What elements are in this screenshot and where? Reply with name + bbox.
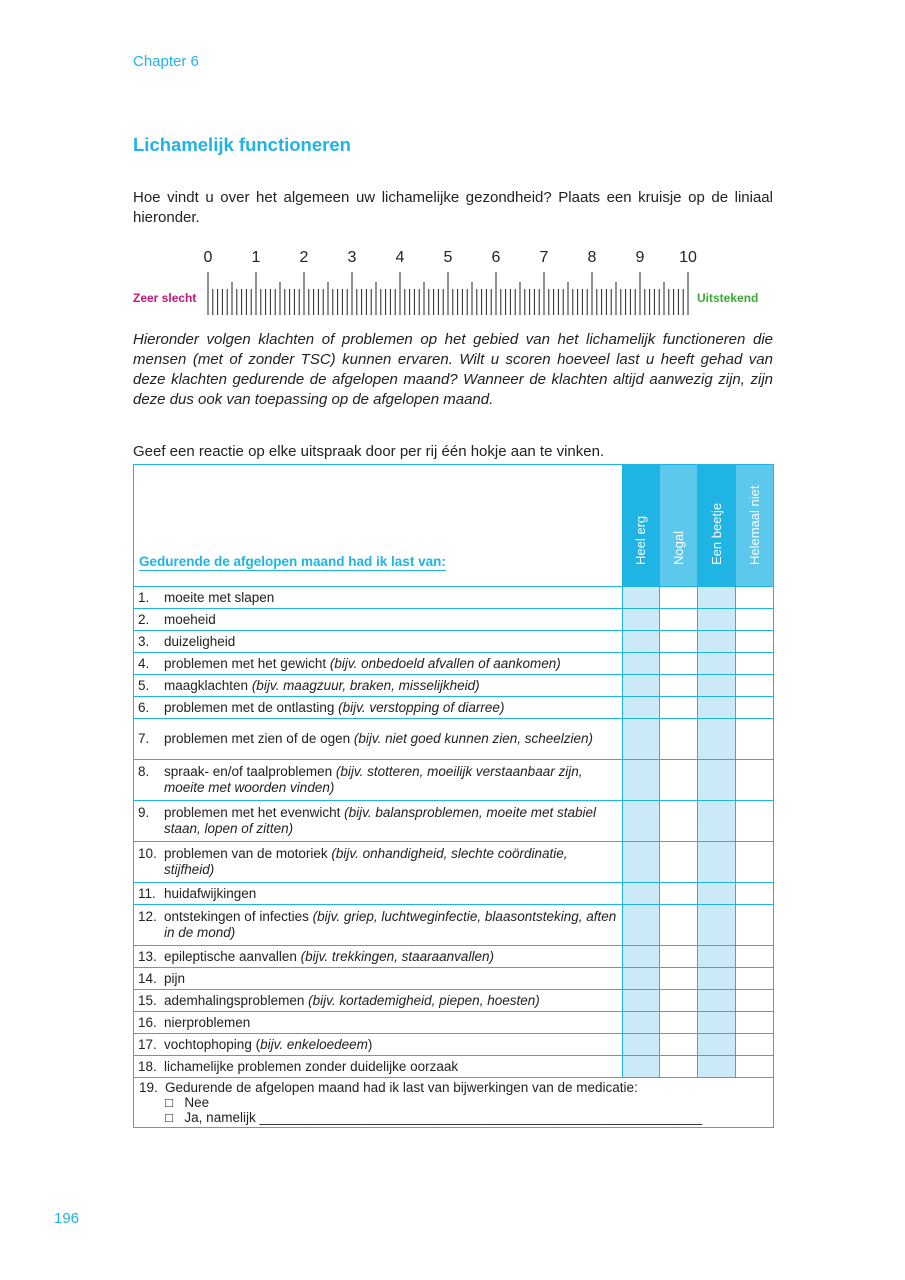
answer-checkbox[interactable] — [698, 760, 736, 801]
answer-checkbox[interactable] — [698, 990, 736, 1012]
answer-checkbox[interactable] — [698, 883, 736, 905]
answer-checkbox[interactable] — [660, 842, 698, 883]
answer-checkbox[interactable] — [736, 653, 774, 675]
option-header-een-beetje: Een beetje — [698, 465, 736, 587]
answer-checkbox[interactable] — [698, 905, 736, 946]
ruler-tick-label: 10 — [679, 249, 697, 266]
answer-checkbox[interactable] — [623, 587, 660, 609]
answer-checkbox[interactable] — [623, 1034, 660, 1056]
table-row — [134, 587, 774, 609]
option-yes[interactable]: □ Ja, namelijk ___________________________________________________________ — [165, 1110, 703, 1125]
question-cell: 6. problemen met de ontlasting (bijv. verstopping of diarree) — [134, 697, 623, 719]
answer-checkbox[interactable] — [623, 842, 660, 883]
answer-checkbox[interactable] — [736, 883, 774, 905]
answer-checkbox[interactable] — [660, 968, 698, 990]
table-row — [134, 1034, 774, 1056]
question-cell: 15. ademhalingsproblemen (bijv. kortademigheid, piepen, hoesten) — [134, 990, 623, 1012]
ruler-tick-label: 0 — [203, 249, 213, 266]
ruler-right-label: Uitstekend — [697, 291, 759, 305]
question-cell: 10. problemen van de motoriek (bijv. onhandigheid, slechte coördinatie, stijfheid) — [134, 842, 623, 883]
answer-checkbox[interactable] — [623, 675, 660, 697]
question-cell: 5. maagklachten (bijv. maagzuur, braken, misselijkheid) — [134, 675, 623, 697]
table-row — [134, 905, 774, 946]
answer-checkbox[interactable] — [623, 905, 660, 946]
table-row — [134, 801, 774, 842]
answer-checkbox[interactable] — [623, 760, 660, 801]
checkbox-icon: □ — [165, 1110, 174, 1125]
answer-checkbox[interactable] — [623, 1012, 660, 1034]
answer-checkbox[interactable] — [623, 801, 660, 842]
table-row — [134, 719, 774, 760]
ruler-tick-label: 4 — [395, 249, 405, 266]
chapter-label: Chapter 6 — [133, 53, 199, 70]
table-row — [134, 697, 774, 719]
answer-checkbox[interactable] — [660, 1056, 698, 1078]
answer-checkbox[interactable] — [660, 990, 698, 1012]
question-cell: 3. duizeligheid — [134, 631, 623, 653]
answer-checkbox[interactable] — [698, 968, 736, 990]
option-no[interactable]: □ Nee — [165, 1095, 210, 1110]
answer-checkbox[interactable] — [698, 587, 736, 609]
answer-checkbox[interactable] — [698, 719, 736, 760]
question-cell: 11. huidafwijkingen — [134, 883, 623, 905]
answer-checkbox[interactable] — [660, 587, 698, 609]
ruler-tick-label: 7 — [539, 249, 549, 266]
question-cell: 1. moeite met slapen — [134, 587, 623, 609]
table-row — [134, 883, 774, 905]
answer-checkbox[interactable] — [736, 968, 774, 990]
answer-checkbox[interactable] — [660, 653, 698, 675]
answer-checkbox[interactable] — [698, 1012, 736, 1034]
answer-checkbox[interactable] — [660, 1034, 698, 1056]
answer-checkbox[interactable] — [660, 760, 698, 801]
answer-checkbox[interactable] — [623, 653, 660, 675]
answer-checkbox[interactable] — [623, 697, 660, 719]
answer-checkbox[interactable] — [736, 1034, 774, 1056]
ruler-left-label: Zeer slecht — [133, 291, 197, 305]
question-cell: 9. problemen met het evenwicht (bijv. balansproblemen, moeite met stabiel staan, lopen of zitten) — [134, 801, 623, 842]
table-row — [134, 990, 774, 1012]
table-row — [134, 631, 774, 653]
answer-checkbox[interactable] — [660, 1012, 698, 1034]
page-number: 196 — [54, 1210, 80, 1227]
explanation-text: Hieronder volgen klachten of problemen op het gebied van het lichamelijk functioneren die mensen (met of zonder TSC) kunnen ervaren. Wilt u scoren hoeveel last u heeft gehad van deze klachten gedurende de afgelopen maand? Wanneer de klachten altijd aanwezig zijn, zijn deze dus ook van toepassing op de afgelopen maand. — [133, 331, 773, 408]
option-header-nogal: Nogal — [660, 465, 698, 587]
answer-checkbox[interactable] — [660, 905, 698, 946]
question-cell: 13. epileptische aanvallen (bijv. trekkingen, staaraanvallen) — [134, 946, 623, 968]
answer-checkbox[interactable] — [698, 842, 736, 883]
answer-checkbox[interactable] — [660, 675, 698, 697]
table-row — [134, 946, 774, 968]
answer-checkbox[interactable] — [623, 968, 660, 990]
question-cell: 18. lichamelijke problemen zonder duidelijke oorzaak — [134, 1056, 623, 1078]
question-cell: 16. nierproblemen — [134, 1012, 623, 1034]
ruler-tick-label: 5 — [443, 249, 453, 266]
ruler-tick-label: 6 — [491, 249, 501, 266]
answer-checkbox[interactable] — [698, 609, 736, 631]
question-19: 19. Gedurende de afgelopen maand had ik last van bijwerkingen van de medicatie: □ Nee □ Ja, namelijk ___________________________________________________________ — [134, 1078, 774, 1128]
table-row — [134, 675, 774, 697]
question-cell: 14. pijn — [134, 968, 623, 990]
table-row — [134, 842, 774, 883]
answer-checkbox[interactable] — [660, 883, 698, 905]
question-cell: 2. moeheid — [134, 609, 623, 631]
intro-text: Hoe vindt u over het algemeen uw lichamelijke gezondheid? Plaats een kruisje op de liniaal hieronder. — [133, 189, 773, 226]
answer-checkbox[interactable] — [736, 990, 774, 1012]
table-row — [134, 609, 774, 631]
answer-checkbox[interactable] — [660, 631, 698, 653]
answer-checkbox[interactable] — [698, 1056, 736, 1078]
question-cell: 7. problemen met zien of de ogen (bijv. niet goed kunnen zien, scheelzien) — [134, 719, 623, 760]
answer-checkbox[interactable] — [736, 842, 774, 883]
section-title: Lichamelijk functioneren — [133, 134, 351, 155]
answer-checkbox[interactable] — [623, 946, 660, 968]
answer-checkbox[interactable] — [698, 631, 736, 653]
instruction-text: Geef een reactie op elke uitspraak door per rij één hokje aan te vinken. — [133, 443, 605, 460]
answer-checkbox[interactable] — [698, 1034, 736, 1056]
question-cell: 4. problemen met het gewicht (bijv. onbedoeld afvallen of aankomen) — [134, 653, 623, 675]
option-header-heel-erg: Heel erg — [623, 465, 660, 587]
table-row — [134, 968, 774, 990]
answer-checkbox[interactable] — [623, 631, 660, 653]
answer-checkbox[interactable] — [623, 883, 660, 905]
table-row — [134, 1056, 774, 1078]
checkbox-icon: □ — [165, 1095, 174, 1110]
question-cell: 17. vochtophoping (bijv. enkeloedeem) — [134, 1034, 623, 1056]
answer-checkbox[interactable] — [698, 946, 736, 968]
answer-checkbox[interactable] — [623, 1056, 660, 1078]
answer-checkbox[interactable] — [736, 631, 774, 653]
answer-checkbox[interactable] — [698, 675, 736, 697]
answer-checkbox[interactable] — [660, 697, 698, 719]
answer-checkbox[interactable] — [736, 801, 774, 842]
ruler-tick-label: 1 — [251, 249, 261, 266]
answer-checkbox[interactable] — [698, 653, 736, 675]
answer-checkbox[interactable] — [660, 609, 698, 631]
rating-ruler[interactable] — [0, 240, 905, 320]
question-header: Gedurende de afgelopen maand had ik last van: — [134, 465, 623, 587]
option-header-helemaal-niet: Helemaal niet — [736, 465, 774, 587]
ruler-tick-label: 2 — [299, 249, 309, 266]
answer-checkbox[interactable] — [736, 587, 774, 609]
ruler-tick-label: 3 — [347, 249, 357, 266]
table-row — [134, 653, 774, 675]
answer-checkbox[interactable] — [736, 697, 774, 719]
answer-checkbox[interactable] — [736, 609, 774, 631]
answer-checkbox[interactable] — [623, 719, 660, 760]
answer-checkbox[interactable] — [736, 675, 774, 697]
answer-checkbox[interactable] — [623, 609, 660, 631]
symptom-table — [133, 464, 774, 1128]
answer-checkbox[interactable] — [660, 801, 698, 842]
answer-checkbox[interactable] — [698, 697, 736, 719]
ruler-tick-label: 8 — [587, 249, 597, 266]
answer-checkbox[interactable] — [736, 905, 774, 946]
answer-checkbox[interactable] — [660, 719, 698, 760]
answer-checkbox[interactable] — [736, 946, 774, 968]
answer-checkbox[interactable] — [736, 760, 774, 801]
table-row — [134, 760, 774, 801]
table-row — [134, 1012, 774, 1034]
answer-checkbox[interactable] — [660, 946, 698, 968]
answer-checkbox[interactable] — [698, 801, 736, 842]
answer-checkbox[interactable] — [736, 1056, 774, 1078]
question-cell: 12. ontstekingen of infecties (bijv. griep, luchtweginfectie, blaasontsteking, aften in de mond) — [134, 905, 623, 946]
ruler-tick-label: 9 — [635, 249, 645, 266]
question-cell: 8. spraak- en/of taalproblemen (bijv. stotteren, moeilijk verstaanbaar zijn, moeite met woorden vinden) — [134, 760, 623, 801]
answer-checkbox[interactable] — [736, 1012, 774, 1034]
answer-checkbox[interactable] — [736, 719, 774, 760]
answer-checkbox[interactable] — [623, 990, 660, 1012]
